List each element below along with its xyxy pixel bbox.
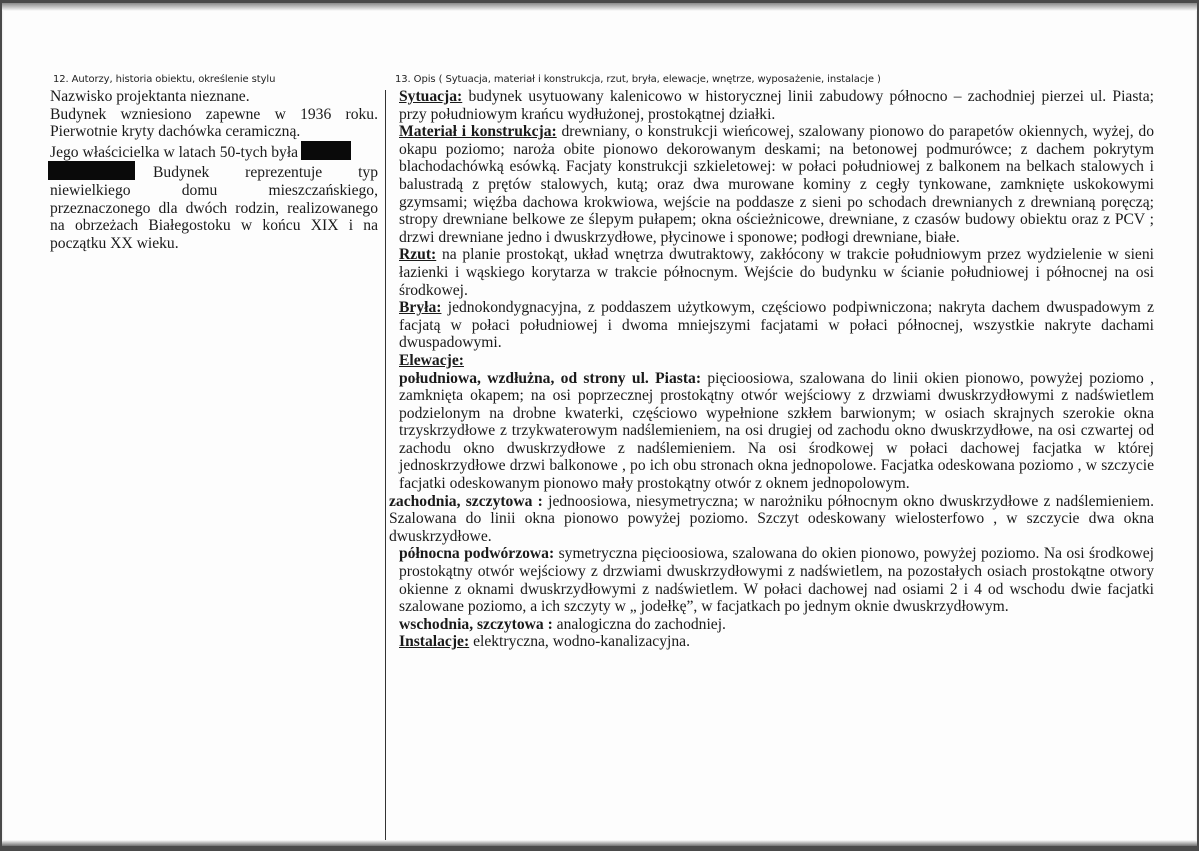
elevation-north-paragraph <box>399 545 1154 615</box>
elevation-east-text: analogiczna do zachodniej. <box>552 615 726 633</box>
sytuacja-paragraph <box>399 88 1154 123</box>
owner-text: Jego właścicielka w latach 50-tych była <box>50 143 299 161</box>
section-13-body <box>389 88 1154 651</box>
redaction-block <box>301 141 351 160</box>
elevation-north-text: symetryczna pięcioosiowa, szalowana do okien pionowo, powyżej poziomo. Na osi środkowej prostokątny otwór wejściowy z drzwiami dwuskrzydłowymi z nadświetlem, na pozostałych osiach prostokątne otwory okienne z oknami dwuskrzydłowymi z nadświetlem. W połaci dachowej nad osiami 2 i 4 od wschodu dwie facjatki szalowane poziomo, a ich szczyty w „ jodełkę”, w facjatkach po jednym oknie dwuskrzydłowym. <box>399 545 1154 616</box>
instalacje-paragraph <box>399 633 1154 651</box>
section-12-label: 12. Autorzy, historia obiektu, określenie stylu <box>53 74 276 85</box>
sytuacja-heading: Sytuacja: <box>399 88 463 105</box>
elewacje-heading: Elewacje: <box>399 351 464 369</box>
owner-line <box>50 141 378 162</box>
rzut-text: na planie prostokąt, układ wnętrza dwutraktowy, zakłócony w trakcie południowym przez wydzielenie w sieni łazienki i wąskiego korytarza w trakcie północnym. Wejście do budynku w ścianie południowej i północnej na osi środkowej. <box>399 246 1154 299</box>
elevation-south-text: pięcioosiowa, szalowana do linii okien pionowo, powyżej poziomo , zamknięta okapem; na osi poprzecznej prostokątny otwór wejściowy z drzwiami dwuskrzydłowymi z nadświetlem podzielonym na drobne kwaterki, częściowo wypełnione szkłem barwionym; w osiach skrajnych szerokie okna trzyskrzydłowe z trzykwaterowym nadślemieniem, na osi drugiej od zachodu okno dwuskrzydłowe, na osi czwartej od zachodu okno dwuskrzydłowe z nadślemieniem. Na osi środkowej w połaci dachowej facjatka w której jednoskrzydłowe drzwi balkonowe , po ich obu stronach okna jednopolowe. Facjatka odeskowana poziomo , w szczycie facjatki odeskowanym pionowo mały prostokątny otwór z oknem jednopolowym. <box>399 369 1154 493</box>
elevation-east-heading: wschodnia, szczytowa : <box>399 615 553 633</box>
designer-line: Nazwisko projektanta nieznane. <box>50 88 250 105</box>
sytuacja-text: budynek usytuowany kalenicowo w historycznej linii zabudowy północno – zachodniej pierzei ul. Piasta; przy południowym krańcu wydłużonej, prostokątnej działki. <box>399 88 1154 123</box>
scanned-document-page <box>2 3 1197 846</box>
instalacje-heading: Instalacje: <box>399 633 470 651</box>
bryla-paragraph <box>399 299 1154 352</box>
material-heading: Materiał i konstrukcja: <box>399 123 557 141</box>
elevation-west-heading: zachodnia, szczytowa : <box>389 492 543 510</box>
style-paragraph <box>50 161 378 252</box>
material-text: drewniany, o konstrukcji wieńcowej, szalowany pionowo do parapetów okiennych, wyżej, do okapu poziomo; naroża obite pionowo dekorowanym deskami; na betonowej podmurówce; z dachem pokrytym blachodachówką esówką. Facjaty konstrukcji szkieletowej: w połaci południowej z balkonem na belkach stalowych i balustradą z prętów stalowych, kutą; oraz dwa murowane kominy z cegły tynkowane, zamknięte uskokowymi gzymsami; więźba dachowa krokwiowa, wejście na poddasze z sieni po schodach drewnianych z drewnianą poręczą; stropy drewniane belkowe ze ślepym pułapem; okna ościeżnicowe, drewniane, z czasów budowy obiektu oraz z PCV ; drzwi drewniane jedno i dwuskrzydłowe, płycinowe i sponowe; podłogi drewniane, białe. <box>399 123 1154 246</box>
elewacje-heading-line <box>399 352 1154 370</box>
elevation-west-text: jednoosiowa, niesymetryczna; w narożniku północnym okno dwuskrzydłowe z nadślemieniem. Szalowana do linii okna pionowo powyżej poziomo. Szczyt odeskowany wielosterfowo , w szczycie dwa okna dwuskrzydłowe. <box>389 492 1154 545</box>
bryla-heading: Bryła: <box>399 299 442 317</box>
style-text: Budynek reprezentuje typ niewielkiego domu mieszczańskiego, przeznaczonego dla dwóch rodzin, realizowanego na obrzeżach Białegostoku w końcu XIX i na początku XX wieku. <box>50 164 378 252</box>
elevation-west-paragraph <box>389 493 1154 546</box>
construction-year-line: Budynek wzniesiono zapewne w 1936 roku. <box>50 105 378 123</box>
original-roof-line: Pierwotnie kryty dachówka ceramiczną. <box>50 123 301 141</box>
scan-edge-bottom <box>2 840 1197 846</box>
elevation-east-paragraph <box>399 616 1154 634</box>
section-12-body <box>50 88 378 252</box>
material-paragraph <box>399 123 1154 246</box>
column-divider <box>385 90 386 840</box>
bryla-text: jednokondygnacyjna, z poddaszem użytkowym, częściowo podpiwniczona; nakryta dachem dwuspadowym z facjatą w połaci południowej i dwoma mniejszymi facjatami w połaci północnej, wszystkie nakryte dachami dwuspadowymi. <box>399 299 1154 352</box>
scan-edge-top <box>2 3 1197 11</box>
rzut-paragraph <box>399 246 1154 299</box>
elevation-north-heading: północna podwórzowa: <box>399 545 555 563</box>
section-13-label: 13. Opis ( Sytuacja, materiał i konstrukcja, rzut, bryła, elewacje, wnętrze, wyposażenie, instalacje ) <box>395 74 881 85</box>
instalacje-text: elektryczna, wodno-kanalizacyjna. <box>469 633 690 651</box>
elevation-south-heading: południowa, wzdłużna, od strony ul. Piasta: <box>399 369 702 387</box>
elevation-south-paragraph <box>399 370 1154 493</box>
rzut-heading: Rzut: <box>399 246 437 264</box>
redaction-block <box>48 161 135 180</box>
